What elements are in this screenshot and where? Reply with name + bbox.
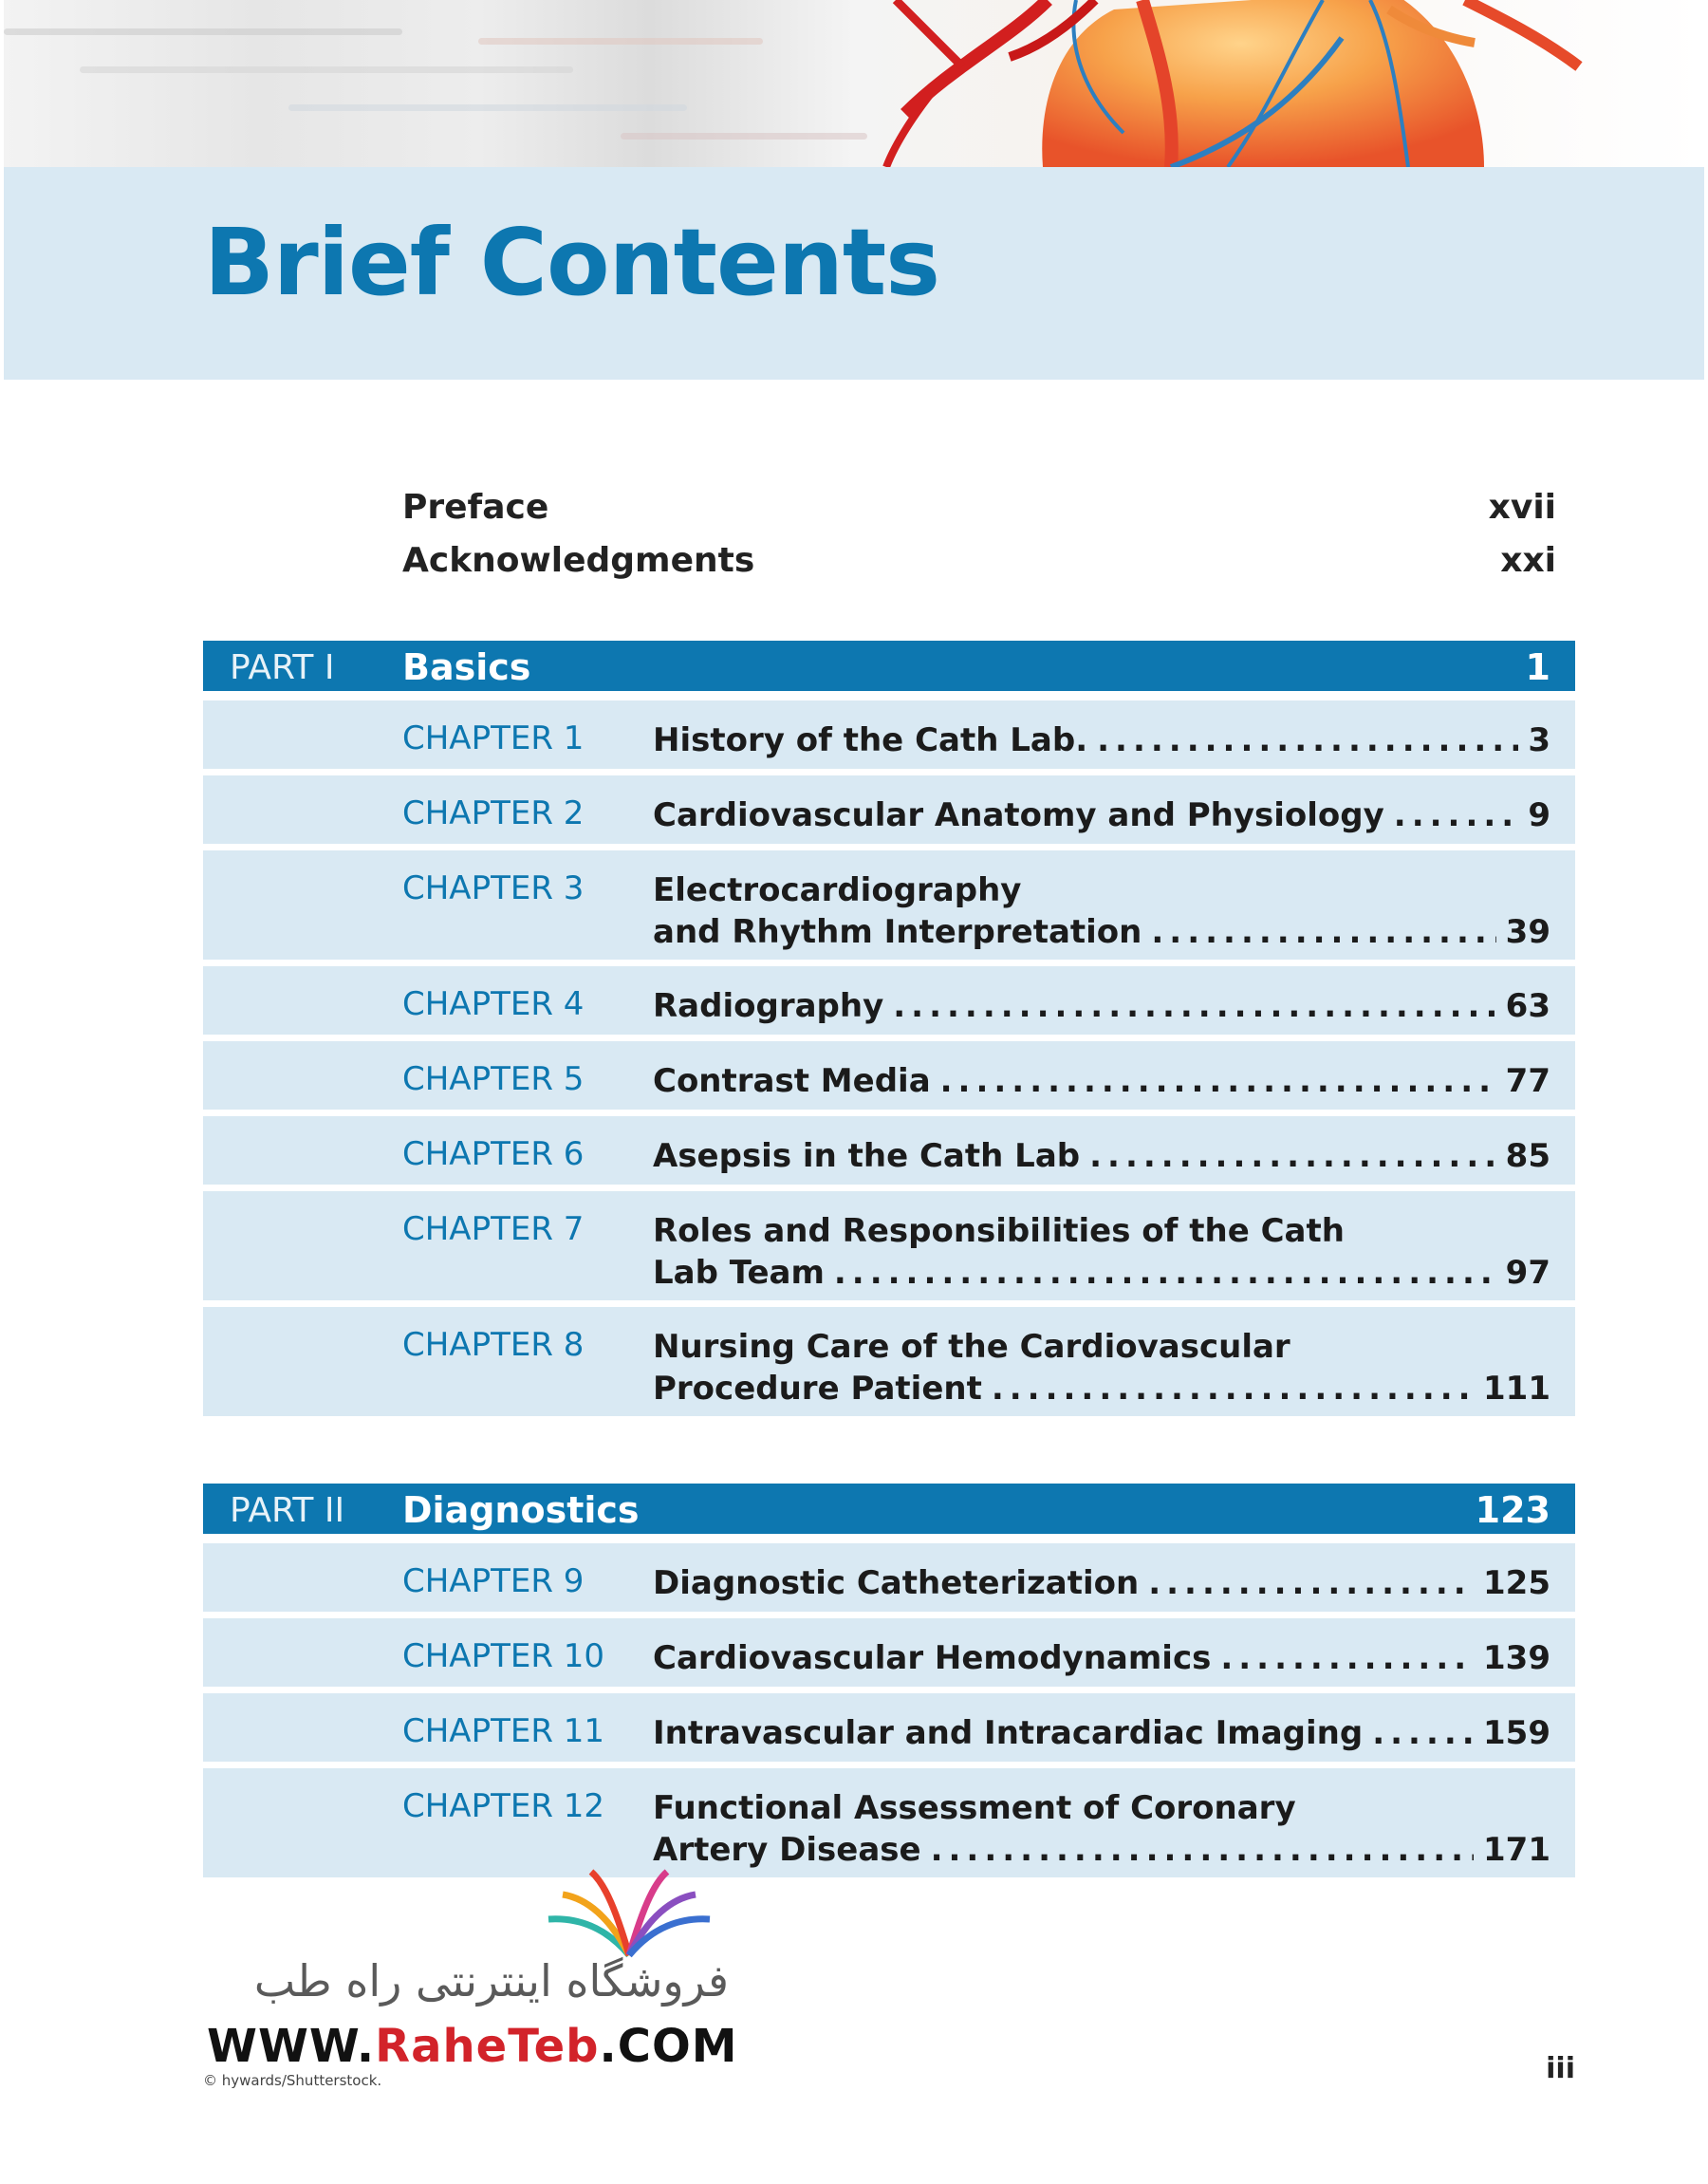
chapter-title-line: Cardiovascular Anatomy and Physiology xyxy=(653,796,1384,834)
dot-leader xyxy=(1372,1712,1474,1754)
chapter-row-4[interactable] xyxy=(203,966,1575,1035)
chapter-title-line: Electrocardiography xyxy=(653,871,1022,909)
chapter-title xyxy=(653,1326,1550,1409)
url-brand: RaheTeb xyxy=(375,2020,600,2073)
chapter-number: CHAPTER 8 xyxy=(402,1326,585,1364)
chapter-page: 39 xyxy=(1505,913,1550,951)
chapter-number: CHAPTER 10 xyxy=(402,1637,605,1675)
part-page: 1 xyxy=(1525,646,1550,688)
front-matter-label: Preface xyxy=(402,488,549,527)
chapter-number: CHAPTER 5 xyxy=(402,1060,585,1098)
chapter-row-10[interactable] xyxy=(203,1618,1575,1687)
front-matter-page: xvii xyxy=(1488,488,1556,527)
chapter-page: 159 xyxy=(1483,1714,1550,1752)
dot-leader xyxy=(1148,1562,1474,1604)
chapter-title-line: Contrast Media xyxy=(653,1062,931,1100)
part-title: Diagnostics xyxy=(402,1489,640,1531)
image-credit: © hywards/Shutterstock. xyxy=(203,2072,382,2089)
part-header-diagnostics[interactable] xyxy=(203,1484,1575,1534)
chapter-page: 171 xyxy=(1483,1831,1550,1869)
chapter-title xyxy=(653,719,1550,761)
chapter-page: 9 xyxy=(1528,796,1550,834)
dot-leader xyxy=(893,985,1495,1027)
front-matter-acknowledgments[interactable] xyxy=(402,541,1556,588)
dot-leader xyxy=(1220,1637,1474,1679)
chapter-page: 111 xyxy=(1483,1370,1550,1408)
header-banner-image xyxy=(4,0,1704,167)
url-suffix: .COM xyxy=(599,2020,738,2073)
chapter-number: CHAPTER 1 xyxy=(402,719,585,757)
chapter-number: CHAPTER 12 xyxy=(402,1787,605,1825)
part-number: PART I xyxy=(230,648,335,687)
chapter-page: 3 xyxy=(1528,721,1550,759)
chapter-title xyxy=(653,1060,1550,1102)
chapter-row-8[interactable] xyxy=(203,1307,1575,1416)
chapter-title xyxy=(653,1135,1550,1177)
part-number: PART II xyxy=(230,1491,345,1530)
chapter-title-line: Radiography xyxy=(653,987,884,1025)
chapter-title-line: Roles and Responsibilities of the Cath xyxy=(653,1212,1345,1250)
chapter-title xyxy=(653,1787,1550,1871)
chapter-row-2[interactable] xyxy=(203,775,1575,844)
chapter-number: CHAPTER 2 xyxy=(402,794,585,832)
watermark-text: فروشگاه اینترنتی راه طب xyxy=(253,1955,729,2007)
front-matter-label: Acknowledgments xyxy=(402,541,755,580)
chapter-page: 139 xyxy=(1483,1639,1550,1677)
chapter-number: CHAPTER 9 xyxy=(402,1562,585,1600)
page-title: Brief Contents xyxy=(204,209,939,316)
chapter-row-7[interactable] xyxy=(203,1191,1575,1300)
chapter-title xyxy=(653,1712,1550,1754)
chapter-page: 125 xyxy=(1483,1564,1550,1602)
dot-leader xyxy=(1394,794,1519,836)
chapter-title-line: Artery Disease xyxy=(653,1831,921,1869)
dot-leader xyxy=(834,1252,1496,1294)
part-title: Basics xyxy=(402,646,531,688)
part-page: 123 xyxy=(1475,1489,1550,1531)
chapter-row-3[interactable] xyxy=(203,850,1575,960)
chapter-page: 63 xyxy=(1505,987,1550,1025)
chapter-title xyxy=(653,985,1550,1027)
chapter-title-line: History of the Cath Lab. xyxy=(653,721,1088,759)
website-link[interactable] xyxy=(207,2020,738,2073)
front-matter-preface[interactable] xyxy=(402,488,1556,535)
chapter-title-line: Asepsis in the Cath Lab xyxy=(653,1137,1081,1175)
chapter-title-line: Intravascular and Intracardiac Imaging xyxy=(653,1714,1364,1752)
chapter-number: CHAPTER 3 xyxy=(402,869,585,907)
chapter-title xyxy=(653,1637,1550,1679)
part-header-basics[interactable] xyxy=(203,641,1575,691)
chapter-row-11[interactable] xyxy=(203,1693,1575,1762)
chapter-title-line: Diagnostic Catheterization xyxy=(653,1564,1140,1602)
chapter-number: CHAPTER 11 xyxy=(402,1712,605,1750)
chapter-page: 77 xyxy=(1505,1062,1550,1100)
front-matter-page: xxi xyxy=(1500,541,1556,580)
chapter-title-line: Functional Assessment of Coronary xyxy=(653,1789,1296,1827)
chapter-number: CHAPTER 4 xyxy=(402,985,585,1023)
chapter-title xyxy=(653,1562,1550,1604)
url-prefix: WWW. xyxy=(207,2020,376,2073)
chapter-page: 85 xyxy=(1505,1137,1550,1175)
dot-leader xyxy=(1151,911,1495,953)
chapter-title-line: Nursing Care of the Cardiovascular xyxy=(653,1328,1290,1366)
page-number: iii xyxy=(1546,2052,1575,2085)
dot-leader xyxy=(931,1829,1474,1871)
open-book-logo-icon xyxy=(539,1860,719,1965)
chapter-row-9[interactable] xyxy=(203,1543,1575,1612)
dot-leader xyxy=(1097,719,1518,761)
chapter-number: CHAPTER 6 xyxy=(402,1135,585,1173)
chapter-row-1[interactable] xyxy=(203,700,1575,769)
heart-illustration-icon xyxy=(4,0,1704,167)
chapter-title xyxy=(653,794,1550,836)
dot-leader xyxy=(992,1368,1474,1409)
chapter-title xyxy=(653,1210,1550,1294)
chapter-row-5[interactable] xyxy=(203,1041,1575,1110)
chapter-row-12[interactable] xyxy=(203,1768,1575,1877)
dot-leader xyxy=(940,1060,1496,1102)
chapter-number: CHAPTER 7 xyxy=(402,1210,585,1248)
chapter-title-line: and Rhythm Interpretation xyxy=(653,913,1142,951)
chapter-page: 97 xyxy=(1505,1254,1550,1292)
dot-leader xyxy=(1089,1135,1496,1177)
chapter-title-line: Lab Team xyxy=(653,1254,825,1292)
chapter-title-line: Procedure Patient xyxy=(653,1370,982,1408)
chapter-row-6[interactable] xyxy=(203,1116,1575,1185)
chapter-title xyxy=(653,869,1550,953)
chapter-title-line: Cardiovascular Hemodynamics xyxy=(653,1639,1212,1677)
